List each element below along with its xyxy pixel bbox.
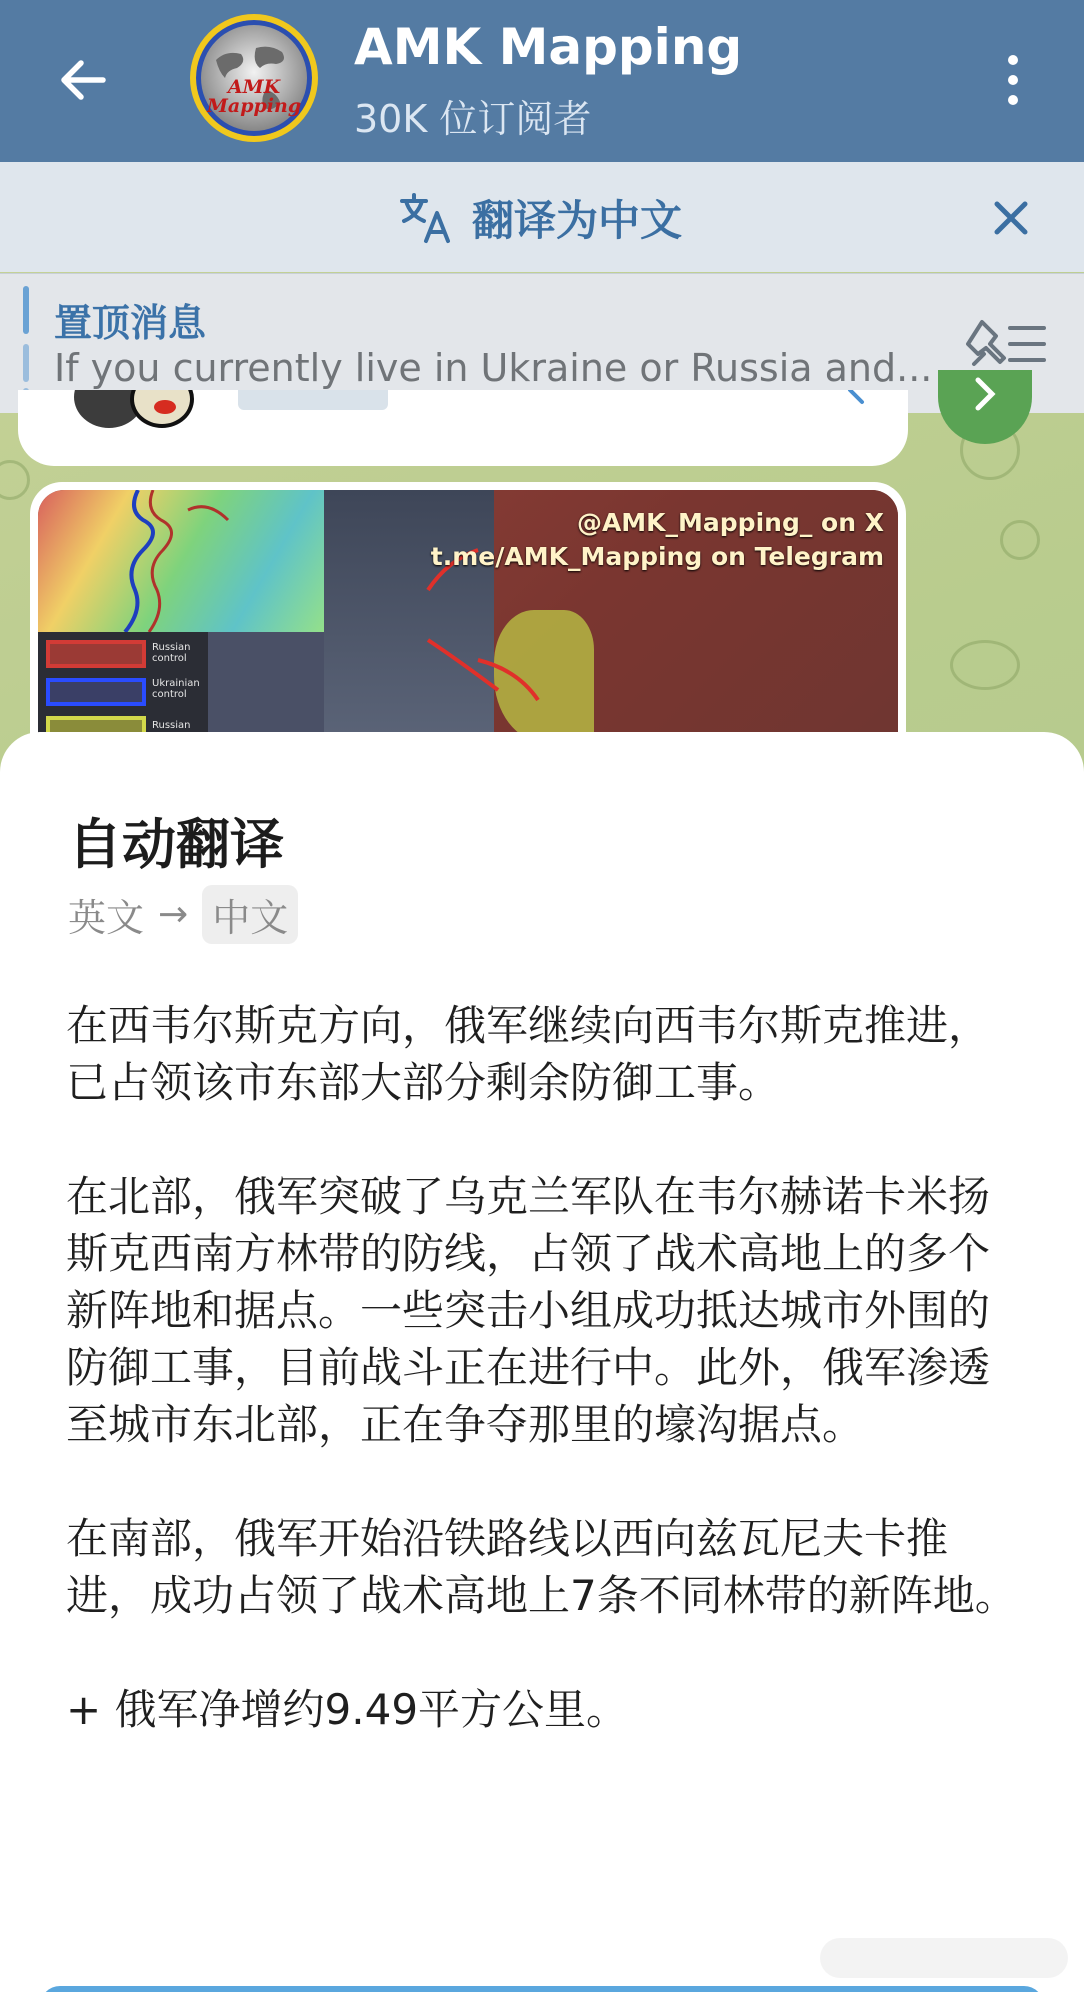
channel-avatar[interactable] [190,14,318,142]
close-translate-button[interactable] [986,188,1036,248]
sheet-title: 自动翻译 [68,813,284,876]
media-message-bubble [30,482,906,742]
translation-sheet [0,732,1084,1992]
arrow-left-icon [55,52,111,108]
dot-icon [1008,75,1018,85]
source-language[interactable]: 英文 [68,895,145,940]
map-watermark: @AMK_Mapping_ on X t.me/AMK_Mapping on Telegram [430,508,884,571]
translate-icon [398,191,452,245]
target-language[interactable]: 中文 [202,885,298,944]
pinned-text: If you currently live in Ukraine or Russia and... [54,346,933,390]
map-image[interactable] [38,490,898,742]
translation-paragraph: 在北部，俄军突破了乌克兰军队在韦尔赫诺卡米扬斯克西南方林带的防线，占领了战术高地上的多个新阵地和据点。一些突击小组成功抵达城市外围的防御工事，目前战斗正在进行中。此外，俄军渗透至城市东北部，正在争夺那里的壕沟据点。 [66,1172,991,1449]
previous-message-bubble[interactable] [18,390,908,466]
dot-icon [1008,95,1018,105]
translate-bar [0,162,1084,272]
translate-label: 翻译为中文 [472,196,683,245]
translation-paragraph: + 俄军净增约9.49平方公里。 [66,1685,629,1734]
pinned-title: 置顶消息 [54,301,207,345]
channel-title[interactable]: AMK Mapping [354,18,743,76]
back-button[interactable] [48,45,118,115]
pin-list-icon [964,314,1050,374]
message-text-fragment [238,390,388,410]
pinned-list-button[interactable] [964,314,1050,374]
legend-label-advance: Russian [152,720,191,731]
translate-button[interactable] [398,188,682,248]
close-translation-button[interactable] [40,1986,1044,1992]
subscriber-count: 30K 位订阅者 [354,97,592,141]
translation-paragraph: 在南部，俄军开始沿铁路线以西向兹瓦尼夫卡推进，成功占领了战术高地上7条不同林带的新阵地。 [66,1514,1017,1620]
legend-label-russian: Russian control [152,642,191,664]
chevron-icon [838,390,878,410]
background-doodle [950,640,1020,690]
watermark [820,1938,1068,1978]
legend-label-ukrainian: Ukrainian control [152,678,200,700]
arrow-right-icon: → [158,893,189,935]
chat-header [0,0,1084,162]
avatar-logo-text: AMK Mapping [206,76,302,117]
translated-text [66,997,1026,1738]
more-menu-button[interactable] [990,45,1034,115]
language-selector [68,886,298,942]
dot-icon [1008,55,1018,65]
background-doodle [1000,520,1040,560]
pinned-indicator [23,344,29,382]
translation-paragraph: 在西韦尔斯克方向，俄军继续向西韦尔斯克推进，已占领该市东部大部分剩余防御工事。 [66,1001,991,1107]
background-doodle [0,460,30,500]
avatar [130,390,194,428]
pinned-indicator [23,286,29,334]
close-icon [991,198,1031,238]
